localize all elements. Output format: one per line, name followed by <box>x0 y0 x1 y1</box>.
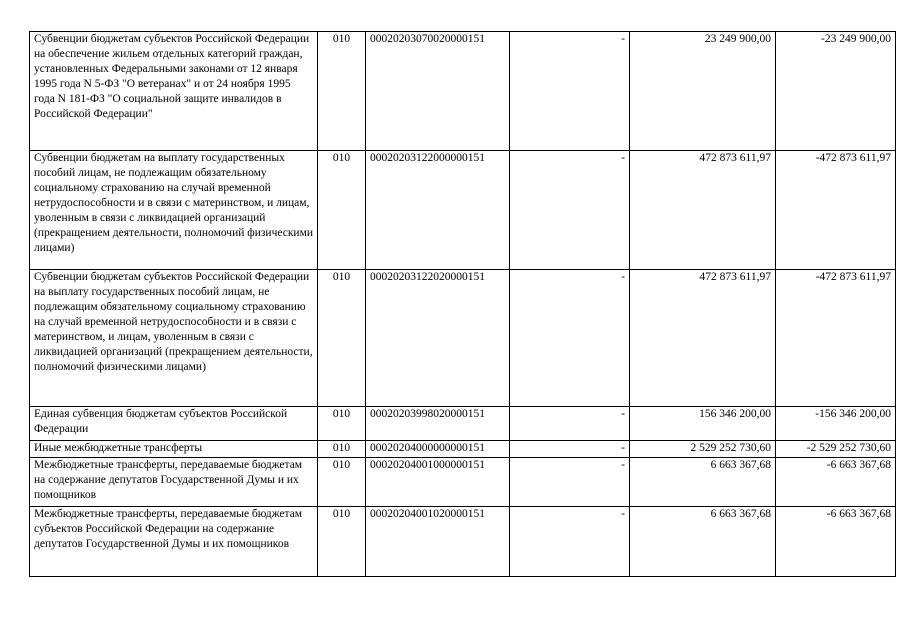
row-name: Межбюджетные трансферты, передаваемые бюджетам на содержание депутатов Государственной Думы и их помощников <box>30 458 318 507</box>
table-row <box>30 441 896 458</box>
budget-table <box>29 31 896 577</box>
row-name: Межбюджетные трансферты, передаваемые бюджетам субъектов Российской Федерации на содержание депутатов Государственной Думы и их помощников <box>30 507 318 577</box>
row-unexecuted-value: -156 346 200,00 <box>776 407 896 441</box>
row-line-code: 010 <box>318 270 366 407</box>
row-approved-value: - <box>510 270 630 407</box>
table-row <box>30 32 896 151</box>
row-line-code: 010 <box>318 458 366 507</box>
row-unexecuted-value: -23 249 900,00 <box>776 32 896 151</box>
row-executed-value: 23 249 900,00 <box>630 32 776 151</box>
row-line-code: 010 <box>318 441 366 458</box>
row-budget-code: 00020203122020000151 <box>366 270 510 407</box>
row-executed-value: 156 346 200,00 <box>630 407 776 441</box>
row-executed-value: 472 873 611,97 <box>630 151 776 270</box>
row-unexecuted-value: -6 663 367,68 <box>776 507 896 577</box>
row-name: Субвенции бюджетам субъектов Российской Федерации на обеспечение жильем отдельных категорий граждан, установленных Федеральными законами от 12 января 1995 года N 5-ФЗ "О ветеранах" и от 24 ноября 1995 года N 181-ФЗ "О социальной защите инвалидов в Российской Федерации" <box>30 32 318 151</box>
row-unexecuted-value: -472 873 611,97 <box>776 270 896 407</box>
row-name: Единая субвенция бюджетам субъектов Российской Федерации <box>30 407 318 441</box>
row-approved-value: - <box>510 32 630 151</box>
row-approved-value: - <box>510 151 630 270</box>
row-budget-code: 00020203070020000151 <box>366 32 510 151</box>
row-name: Субвенции бюджетам субъектов Российской Федерации на выплату государственных пособий лицам, не подлежащим обязательному социальному страхованию на случай временной нетрудоспособности и в связи с материнством, и лицам, уволенным в связи с ликвидацией организаций (прекращением деятельности, полномочий физическими лицами) <box>30 270 318 407</box>
row-budget-code: 00020204001000000151 <box>366 458 510 507</box>
table-row <box>30 151 896 270</box>
row-line-code: 010 <box>318 507 366 577</box>
row-budget-code: 00020204000000000151 <box>366 441 510 458</box>
row-approved-value: - <box>510 441 630 458</box>
row-approved-value: - <box>510 458 630 507</box>
row-executed-value: 472 873 611,97 <box>630 270 776 407</box>
table-row <box>30 458 896 507</box>
row-line-code: 010 <box>318 151 366 270</box>
row-budget-code: 00020203122000000151 <box>366 151 510 270</box>
row-executed-value: 6 663 367,68 <box>630 507 776 577</box>
row-unexecuted-value: -2 529 252 730,60 <box>776 441 896 458</box>
row-budget-code: 00020204001020000151 <box>366 507 510 577</box>
row-name: Иные межбюджетные трансферты <box>30 441 318 458</box>
row-line-code: 010 <box>318 32 366 151</box>
row-budget-code: 00020203998020000151 <box>366 407 510 441</box>
row-unexecuted-value: -472 873 611,97 <box>776 151 896 270</box>
table-row <box>30 407 896 441</box>
row-line-code: 010 <box>318 407 366 441</box>
table-row <box>30 507 896 577</box>
row-executed-value: 6 663 367,68 <box>630 458 776 507</box>
table-row <box>30 270 896 407</box>
row-approved-value: - <box>510 507 630 577</box>
row-unexecuted-value: -6 663 367,68 <box>776 458 896 507</box>
row-name: Субвенции бюджетам на выплату государственных пособий лицам, не подлежащим обязательному социальному страхованию на случай временной нетрудоспособности и в связи с материнством, и лицам, уволенным в связи с ликвидацией организаций (прекращением деятельности, полномочий физическими лицами) <box>30 151 318 270</box>
row-executed-value: 2 529 252 730,60 <box>630 441 776 458</box>
row-approved-value: - <box>510 407 630 441</box>
